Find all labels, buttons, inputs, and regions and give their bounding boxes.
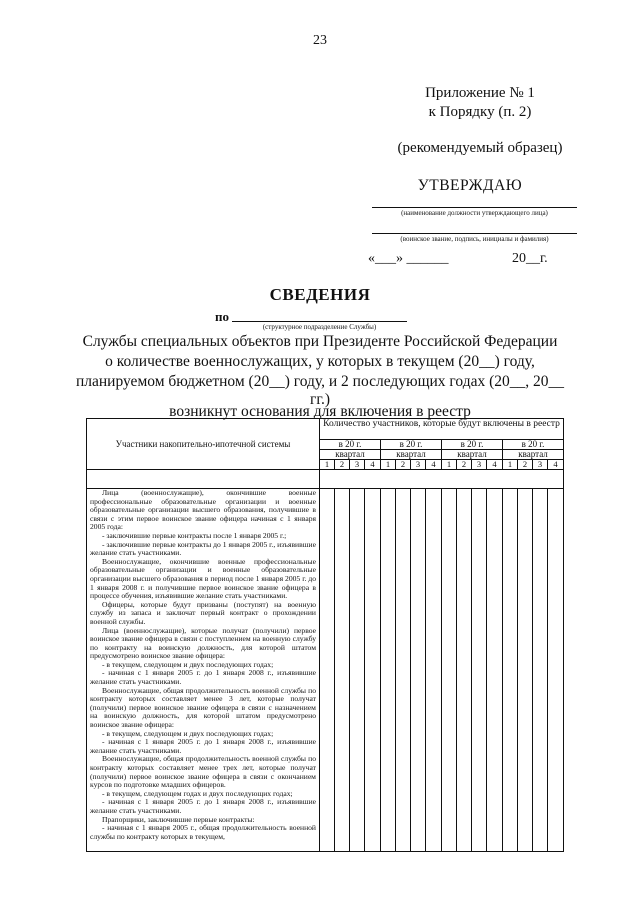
quarter-header-4: квартал — [503, 450, 564, 460]
data-cell[interactable] — [411, 489, 426, 852]
data-cell[interactable] — [472, 489, 487, 852]
quarter-number: 2 — [335, 460, 350, 470]
quarter-number: 4 — [548, 460, 564, 470]
by-label: по — [215, 309, 229, 324]
data-cell[interactable] — [320, 489, 335, 852]
year-header-2: в 20 г. — [381, 440, 442, 450]
quarter-number: 3 — [533, 460, 548, 470]
quarter-number: 4 — [365, 460, 381, 470]
year-header-4: в 20 г. — [503, 440, 564, 450]
paragraph: Прапорщики, заключившие первые контракты: — [102, 814, 255, 824]
page-number: 23 — [313, 33, 327, 48]
quarter-number: 1 — [320, 460, 335, 470]
paragraph: Офицеры, которые будут призваны (поступят) на военную службу из запаса и заключат первый контракт о прохождении военной службы. — [90, 599, 316, 626]
data-cell[interactable] — [548, 489, 564, 852]
position-caption: (наименование должности утверждающего лица) — [401, 209, 548, 217]
quarter-number: 1 — [442, 460, 457, 470]
quarter-number: 1 — [381, 460, 396, 470]
subdivision-line — [232, 320, 407, 322]
quarter-header-2: квартал — [381, 450, 442, 460]
intro-line-1: Службы специальных объектов при Президенте Российской Федерации — [82, 333, 558, 350]
right-header: Количество участников, которые будут включены в реестр — [320, 419, 564, 440]
paragraph: Военнослужащие, общая продолжительность военной службы по контракту которых составляет менее трех лет, которые получат (получили) первое воинское звание офицера в связи с окончанием курсов по подготовке младших офицеров. — [90, 754, 316, 790]
quarter-number: 2 — [457, 460, 472, 470]
data-cell[interactable] — [365, 489, 381, 852]
data-cell[interactable] — [503, 489, 518, 852]
left-header: Участники накопительно-ипотечной системы — [87, 419, 320, 470]
quarter-number: 2 — [518, 460, 533, 470]
paragraph: - в текущем, следующем и двух последующих годах; — [102, 728, 274, 738]
approval-year: 20__г. — [512, 251, 548, 266]
subdivision-caption: (структурное подразделение Службы) — [262, 323, 377, 331]
year-header-1: в 20 г. — [320, 440, 381, 450]
data-cell[interactable] — [457, 489, 472, 852]
paragraph: - в текущем, следующем и двух последующих годах; — [102, 659, 274, 669]
quarter-number: 4 — [487, 460, 503, 470]
data-cell[interactable] — [442, 489, 457, 852]
paragraph: Военнослужащие, общая продолжительность военной службы по контракту которых составляет менее 3 лет, которые получат (получили) первое воинское звание офицера в связи с назначением на воинскую должность, для которой штатом предусмотрено воинское звание офицера: — [90, 685, 316, 730]
paragraph: Военнослужащие, окончившие военные профессиональные образовательные организации и военные образовательные организации высшего образования в период после 1 января 2005 г. до 1 января 2008 г. и получившие первое воинское звание офицера в процессе обучения, изъявившие желание стать участниками. — [90, 556, 316, 601]
document-title: СВЕДЕНИЯ — [269, 285, 371, 304]
register-table — [86, 418, 564, 852]
data-cell[interactable] — [487, 489, 503, 852]
intro-line-2: о количестве военнослужащих, у которых в текущем (20__) году, — [105, 353, 535, 370]
paragraph: - заключившие первые контракты после 1 января 2005 г.; — [102, 530, 287, 540]
intro-line-4: гг.) — [309, 391, 330, 408]
paragraph: - начиная с 1 января 2005 г. до 1 января 2008 г., изъявившие желание стать участниками. — [90, 797, 316, 815]
data-cell[interactable] — [335, 489, 350, 852]
data-cell[interactable] — [426, 489, 442, 852]
quarter-number: 3 — [411, 460, 426, 470]
intro-line-3: планируемом бюджетном (20__) году, и 2 последующих годах (20__, 20__ — [75, 373, 565, 390]
spacer-cell — [320, 470, 564, 489]
paragraph: - начиная с 1 января 2005 г. до 1 января 2008 г., изъявившие желание стать участниками. — [90, 668, 316, 687]
spacer-cell — [87, 470, 320, 489]
quarter-number: 3 — [472, 460, 487, 470]
sample-note: (рекомендуемый образец) — [397, 140, 563, 156]
paragraph: - начиная с 1 января 2005 г., общая продолжительность военной службы по контракту которых в текущем, — [90, 823, 316, 841]
quarter-number: 3 — [350, 460, 365, 470]
appendix-line-1: Приложение № 1 — [425, 85, 535, 101]
paragraph: - начиная с 1 января 2005 г. до 1 января 2008 г., изъявившие желание стать участниками. — [90, 737, 316, 755]
paragraph: Лица (военнослужащие), которые получат (получили) первое воинское звание офицера в связи с поступлением на военную службу по контракту на воинскую должность, для которой штатом предусмотрено воинское звание офицера: — [90, 625, 316, 661]
approval-title: УТВЕРЖДАЮ — [417, 177, 523, 194]
signature-caption: (воинское звание, подпись, инициалы и фамилия) — [400, 235, 549, 243]
year-header-3: в 20 г. — [442, 440, 503, 450]
data-cell[interactable] — [518, 489, 533, 852]
approval-date: «___» ______ — [368, 251, 449, 266]
data-cell[interactable] — [533, 489, 548, 852]
participants-cell — [87, 489, 320, 852]
quarter-header-1: квартал — [320, 450, 381, 460]
paragraph: Лица (военнослужащие), окончившие военные профессиональные образовательные организации и военные образовательные организации высшего образования, получившие в связи с этим первое воинское звание офицера начиная с 1 января 2005 года: — [90, 488, 316, 532]
paragraph: - заключившие первые контракты до 1 января 2005 г., изъявившие желание стать участниками. — [90, 539, 316, 558]
position-line — [372, 206, 577, 208]
data-cell[interactable] — [350, 489, 365, 852]
appendix-line-2: к Порядку (п. 2) — [428, 104, 532, 120]
paragraph: - в текущем, следующем годах и двух последующих годах; — [102, 788, 293, 798]
data-cell[interactable] — [396, 489, 411, 852]
quarter-number: 4 — [426, 460, 442, 470]
data-cell[interactable] — [381, 489, 396, 852]
intro-line-5: возникнут основания для включения в реестр — [169, 403, 471, 420]
quarter-header-3: квартал — [442, 450, 503, 460]
quarter-number: 1 — [503, 460, 518, 470]
signature-line — [372, 232, 577, 234]
quarter-number: 2 — [396, 460, 411, 470]
